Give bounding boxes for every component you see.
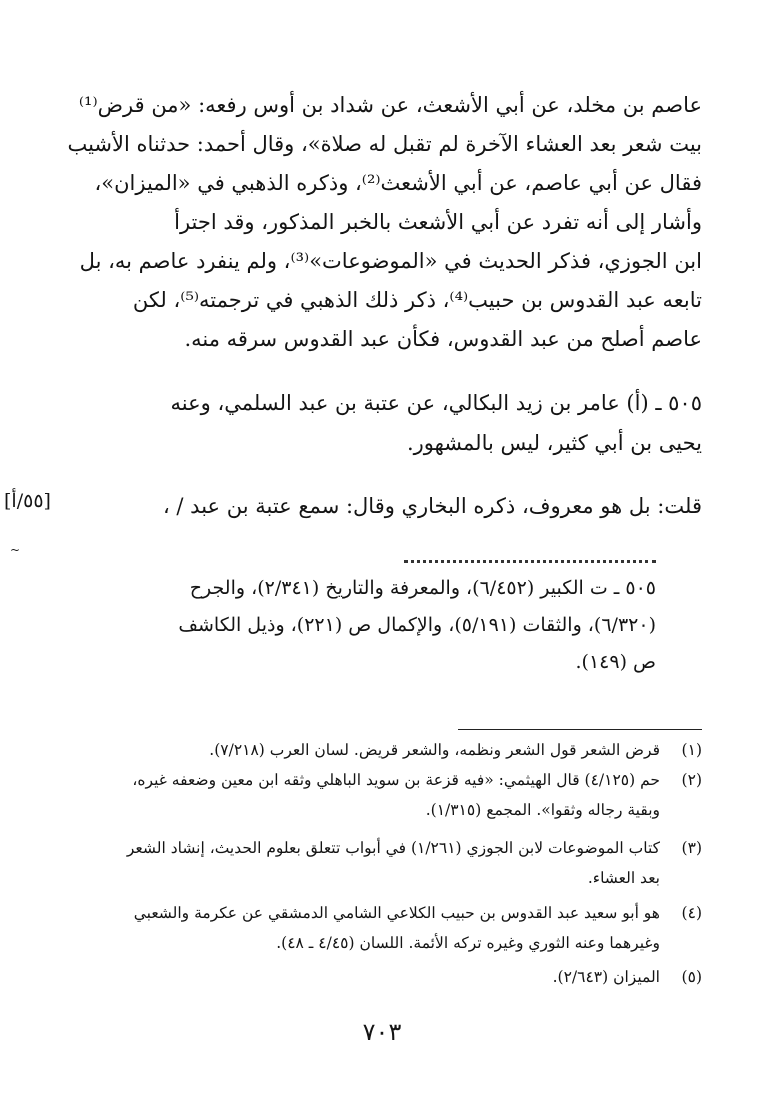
text-line: قلت: بل هو معروف، ذكره البخاري وقال: سمع عتبة بن عبد / ، [162, 494, 702, 518]
main-paragraph [62, 86, 702, 359]
footnote [56, 898, 702, 958]
footnote-number: (٢) [681, 771, 702, 789]
footnote-line: الميزان (٢/٦٤٣). [552, 968, 660, 986]
footnote [56, 833, 702, 893]
text-line: عاصم بن مخلد، عن أبي الأشعث، عن شداد بن أوس رفعه: «من قرض⁽¹⁾ [78, 93, 702, 117]
footnote-line: حم (٤/١٢٥) قال الهيثمي: «فيه قزعة بن سويد الباهلي وثقه ابن معين وضعفه غيره، [132, 771, 660, 789]
footnote-number: (٣) [681, 839, 702, 857]
text-line: فقال عن أبي عاصم، عن أبي الأشعث⁽²⁾، وذكره الذهبي في «الميزان»، [94, 171, 702, 195]
stray-mark: ~ [10, 543, 21, 557]
text-line: ٥٠٥ ـ ت الكبير (٦/٤٥٢)، والمعرفة والتاريخ (٢/٣٤١)، والجرح [189, 577, 656, 599]
page-number: ٧٠٣ [362, 1018, 402, 1046]
footnote-number: (١) [681, 741, 702, 759]
text-line: ابن الجوزي، فذكر الحديث في «الموضوعات»⁽³⁾، ولم ينفرد عاصم به، بل [79, 249, 702, 273]
text-line: تابعه عبد القدوس بن حبيب⁽⁴⁾، ذكر ذلك الذهبي في ترجمته⁽⁵⁾، لكن [132, 288, 702, 312]
footnote-line: كتاب الموضوعات لابن الجوزي (١/٢٦١) في أبواب تتعلق بعلوم الحديث، إنشاد الشعر [126, 839, 660, 857]
footnote-rule [458, 729, 702, 730]
reference-note [100, 570, 656, 681]
comment-paragraph [62, 487, 702, 525]
footnote-number: (٥) [681, 968, 702, 986]
text-line: بيت شعر بعد العشاء الآخرة لم تقبل له صلاة»، وقال أحمد: حدثناه الأشيب [67, 132, 702, 156]
footnote-line: هو أبو سعيد عبد القدوس بن حبيب الكلاعي الشامي الدمشقي عن عكرمة والشعبي [133, 904, 660, 922]
footnote-number: (٤) [681, 904, 702, 922]
footnote [56, 735, 702, 765]
manuscript-folio-note: [٥٥/أ] [4, 490, 51, 512]
entry-paragraph [62, 383, 702, 463]
footnote [56, 765, 702, 825]
footnote [56, 962, 702, 992]
dotted-separator [404, 560, 656, 563]
text-line: يحيى بن أبي كثير، ليس بالمشهور. [406, 431, 702, 455]
text-line: (٦/٣٢٠)، والثقات (٥/١٩١)، والإكمال ص (٢٢١)، وذيل الكاشف [178, 614, 656, 636]
footnote-line: وبقية رجاله وثقوا». المجمع (١/٣١٥). [425, 801, 660, 819]
footnote-line: قرض الشعر قول الشعر ونظمه، والشعر قريض. لسان العرب (٧/٢١٨). [209, 741, 660, 759]
text-line: ٥٠٥ ـ (أ) عامر بن زيد البكالي، عن عتبة بن عبد السلمي، وعنه [170, 391, 702, 415]
footnote-line: وغيرهما وعنه الثوري وغيره تركه الأئمة. اللسان (٤/٤٥ ـ ٤٨). [276, 934, 660, 952]
text-line: عاصم أصلح من عبد القدوس، فكأن عبد القدوس سرقه منه. [184, 327, 702, 351]
text-line: وأشار إلى أنه تفرد عن أبي الأشعث بالخبر المذكور، وقد اجترأ [174, 210, 702, 234]
text-line: ص (١٤٩). [575, 651, 656, 673]
footnote-line: بعد العشاء. [587, 869, 660, 887]
